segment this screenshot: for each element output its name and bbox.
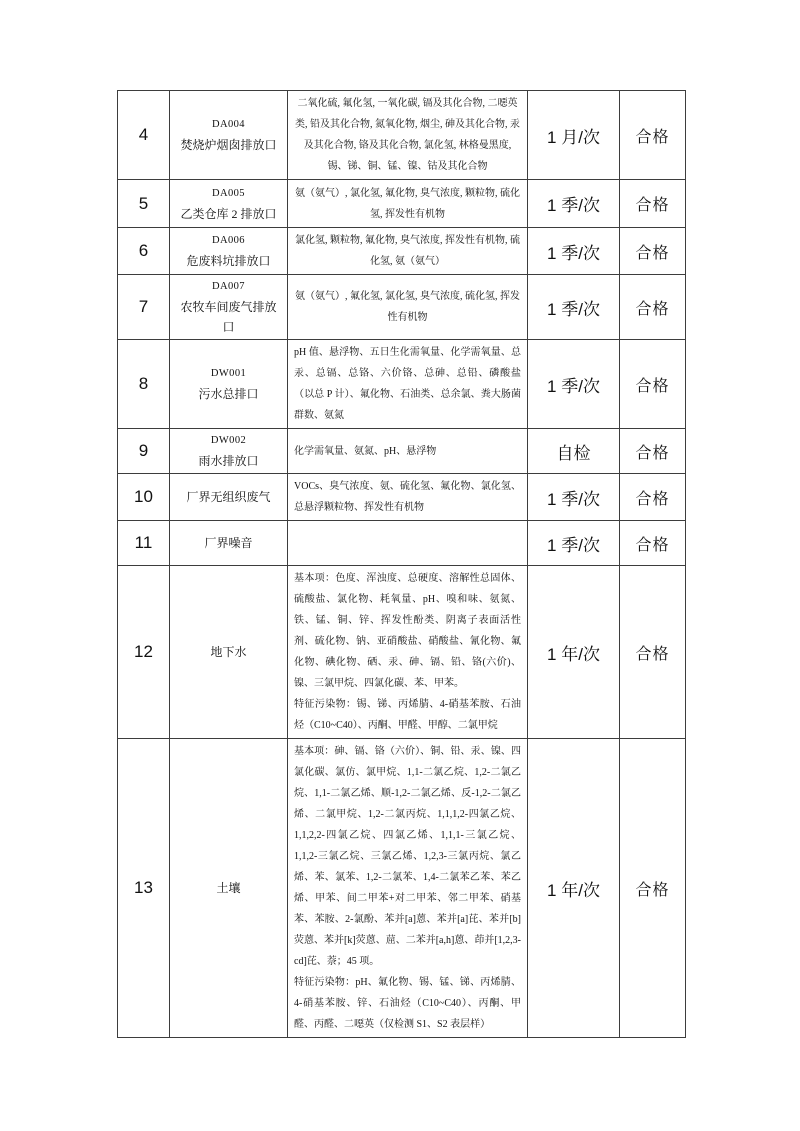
table-row — [118, 474, 686, 521]
table-row — [118, 180, 686, 228]
monitoring-items-cell — [288, 91, 528, 180]
outlet-code: DA004 — [212, 119, 245, 130]
monitoring-items-paragraph: 特征污染物：pH、氟化物、锡、锰、锑、丙烯腈、4-硝基苯胺、锌、石油烃（C10~C40）、丙酮、甲醛、丙醛、二噁英（仅检测 S1、S2 表层样） — [294, 977, 521, 1030]
frequency-cell: 自检 — [528, 429, 620, 474]
outlet-name-cell — [170, 474, 288, 521]
monitoring-items-cell — [288, 228, 528, 275]
monitoring-items-paragraph: pH 值、悬浮物、五日生化需氧量、化学需氧量、总汞、总镉、总铬、六价铬、总砷、总铅、磷酸盐（以总 P 计）、氟化物、石油类、总余氯、粪大肠菌群数、氨氮 — [294, 347, 521, 421]
outlet-name: 地下水 — [210, 645, 247, 659]
frequency-cell: 1 季/次 — [528, 340, 620, 429]
monitoring-items-cell — [288, 566, 528, 739]
row-number-cell: 7 — [118, 275, 170, 340]
monitoring-items-cell — [288, 474, 528, 521]
monitoring-items-paragraph: 氨（氨气）, 氟化氢, 氯化氢, 臭气浓度, 硫化氢, 挥发性有机物 — [295, 291, 520, 323]
monitoring-items-paragraph: 化学需氧量、氨氮、pH、悬浮物 — [294, 445, 437, 457]
row-number-cell: 8 — [118, 340, 170, 429]
monitoring-items-cell — [288, 429, 528, 474]
monitoring-items-paragraph: VOCs、臭气浓度、氨、硫化氢、氟化物、氯化氢、总悬浮颗粒物、挥发性有机物 — [294, 481, 521, 513]
outlet-name-cell — [170, 180, 288, 228]
result-cell: 合格 — [620, 340, 686, 429]
table-row — [118, 340, 686, 429]
table-row — [118, 91, 686, 180]
frequency-cell: 1 季/次 — [528, 275, 620, 340]
row-number-cell: 9 — [118, 429, 170, 474]
monitoring-items-cell — [288, 180, 528, 228]
result-cell: 合格 — [620, 228, 686, 275]
row-number-cell: 11 — [118, 521, 170, 566]
outlet-name-cell — [170, 340, 288, 429]
outlet-code: DA007 — [212, 281, 245, 292]
frequency-cell: 1 年/次 — [528, 566, 620, 739]
row-number-cell: 4 — [118, 91, 170, 180]
monitoring-items-cell — [288, 340, 528, 429]
outlet-name-cell — [170, 429, 288, 474]
outlet-name: 厂界无组织废气 — [186, 490, 271, 504]
row-number-cell: 5 — [118, 180, 170, 228]
outlet-name: 农牧车间废气排放口 — [180, 300, 277, 334]
outlet-name: 焚烧炉烟囱排放口 — [180, 138, 277, 152]
table-row — [118, 228, 686, 275]
table-row — [118, 275, 686, 340]
outlet-name-cell — [170, 228, 288, 275]
table-row — [118, 429, 686, 474]
result-cell: 合格 — [620, 474, 686, 521]
table-row — [118, 521, 686, 566]
row-number-cell: 6 — [118, 228, 170, 275]
outlet-name: 土壤 — [216, 881, 241, 895]
result-cell: 合格 — [620, 566, 686, 739]
outlet-code: DA006 — [212, 235, 245, 246]
monitoring-table-body — [118, 91, 686, 1038]
row-number-cell: 10 — [118, 474, 170, 521]
outlet-name: 厂界噪音 — [204, 536, 253, 550]
outlet-name: 污水总排口 — [198, 387, 259, 401]
frequency-cell: 1 年/次 — [528, 739, 620, 1038]
monitoring-items-paragraph: 特征污染物：锡、锑、丙烯腈、4-硝基苯胺、石油烃（C10~C40）、丙酮、甲醛、甲醇、二氯甲烷 — [294, 699, 521, 731]
outlet-name-cell — [170, 739, 288, 1038]
outlet-name-cell — [170, 91, 288, 180]
monitoring-items-paragraph: 基本项：砷、镉、铬（六价）、铜、铅、汞、镍、四氯化碳、氯仿、氯甲烷、1,1-二氯乙烷、1,2-二氯乙烷、1,1-二氯乙烯、顺-1,2-二氯乙烯、反-1,2-二氯乙烯、二氯甲烷、1,2-二氯丙烷、1,1,1,2-四氯乙烷、1,1,2,2-四氯乙烷、四氯乙烯、1,1,1-三氯乙烷、1,1,2-三氯乙烷、三氯乙烯、1,2,3-三氯丙烷、氯乙烯、苯、氯苯、1,2-二氯苯、1,4-二氯苯乙苯、苯乙烯、甲苯、间二甲苯+对二甲苯、邻二甲苯、硝基苯、苯胺、2-氯酚、苯并[a]蒽、苯并[a]芘、苯并[b]荧蒽、苯并[k]荧蒽、䓛、二苯并[a,h]蒽、茚并[1,2,3-cd]芘、萘；45 项。 — [294, 746, 521, 967]
monitoring-items-cell — [288, 275, 528, 340]
frequency-cell: 1 季/次 — [528, 474, 620, 521]
frequency-cell: 1 季/次 — [528, 180, 620, 228]
table-row — [118, 739, 686, 1038]
outlet-code: DW002 — [210, 435, 247, 446]
outlet-code: DW001 — [210, 368, 247, 379]
outlet-name-cell — [170, 275, 288, 340]
result-cell: 合格 — [620, 275, 686, 340]
outlet-name: 乙类仓库 2 排放口 — [180, 206, 277, 221]
monitoring-items-paragraph: 基本项：色度、浑浊度、总硬度、溶解性总固体、硫酸盐、氯化物、耗氧量、pH、嗅和味、氨氮、铁、锰、铜、锌、挥发性酚类、阴离子表面活性剂、硫化物、钠、亚硝酸盐、硝酸盐、氰化物、氟化物、碘化物、硒、汞、砷、镉、铅、铬(六价)、镍、三氯甲烷、四氯化碳、苯、甲苯。 — [294, 573, 521, 689]
monitoring-items-cell — [288, 739, 528, 1038]
result-cell: 合格 — [620, 91, 686, 180]
outlet-name: 危废料坑排放口 — [186, 254, 271, 268]
row-number-cell: 12 — [118, 566, 170, 739]
frequency-cell: 1 季/次 — [528, 521, 620, 566]
monitoring-items-cell — [288, 521, 528, 566]
result-cell: 合格 — [620, 429, 686, 474]
outlet-code: DA005 — [212, 187, 245, 199]
monitoring-table — [117, 90, 686, 1038]
result-cell: 合格 — [620, 739, 686, 1038]
result-cell: 合格 — [620, 180, 686, 228]
outlet-name-cell — [170, 521, 288, 566]
row-number-cell: 13 — [118, 739, 170, 1038]
monitoring-items-paragraph: 氨（氨气）, 氯化氢, 氟化物, 臭气浓度, 颗粒物, 硫化氢, 挥发性有机物 — [295, 187, 520, 220]
frequency-cell: 1 月/次 — [528, 91, 620, 180]
monitoring-items-paragraph: 二氧化硫, 氟化氢, 一氧化碳, 镉及其化合物, 二噁英类, 铅及其化合物, 氮氧化物, 烟尘, 砷及其化合物, 汞及其化合物, 铬及其化合物, 氯化氢, 林格曼黑度, 锡、锑、铜、锰、镍、钴及其化合物 — [295, 98, 520, 172]
result-cell: 合格 — [620, 521, 686, 566]
monitoring-items-paragraph: 氯化氢, 颗粒物, 氟化物, 臭气浓度, 挥发性有机物, 硫化氢, 氨（氨气） — [295, 235, 520, 267]
table-row — [118, 566, 686, 739]
outlet-name: 雨水排放口 — [198, 454, 259, 468]
outlet-name-cell — [170, 566, 288, 739]
frequency-cell: 1 季/次 — [528, 228, 620, 275]
